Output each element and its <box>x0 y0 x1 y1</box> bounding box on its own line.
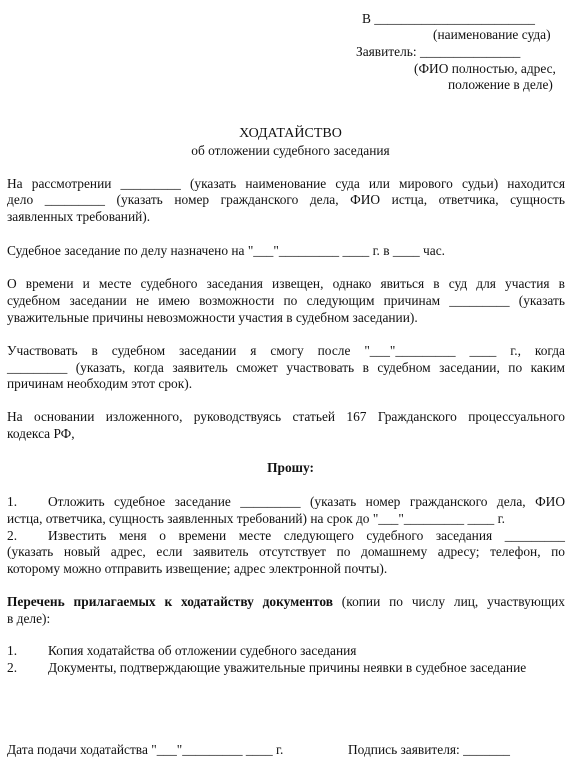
request-2-line-2: (указать новый адрес, если заявитель отсутствует по домашнему адресу; телефон, по <box>7 544 565 559</box>
court-caption: (наименование суда) <box>433 27 551 42</box>
paragraph-4-line-2: _________ (указать, когда заявитель сможет участвовать в судебном заседании, по каким <box>7 360 565 375</box>
document-title: ХОДАТАЙСТВО <box>239 126 342 141</box>
attachments-heading-bold: Перечень прилагаемых к ходатайству документов <box>7 594 333 609</box>
attachment-1-number: 1. <box>7 643 18 658</box>
paragraph-3-line-1: О времени и месте судебного заседания извещен, однако явиться в суд для участия в <box>7 276 565 291</box>
paragraph-5-line-1: На основании изложенного, руководствуясь статьей 167 Гражданского процессуального <box>7 409 565 424</box>
request-heading: Прошу: <box>267 460 314 475</box>
court-to-line: В ________________________ <box>362 11 535 26</box>
request-1-line-2: истца, ответчика, сущность заявленных требований) на срок до "___"_________ ____ г. <box>7 511 505 526</box>
paragraph-1-line-3: заявленных требований). <box>7 209 151 224</box>
request-2-line-1: Известить меня о времени месте следующего судебного заседания _________ <box>48 528 565 543</box>
attachment-2-text: Документы, подтверждающие уважительные причины неявки в судебное заседание <box>48 660 527 675</box>
paragraph-1-line-2: дело _________ (указать номер гражданского дела, ФИО истца, ответчика, сущность <box>7 192 565 207</box>
attachment-1-text: Копия ходатайства об отложении судебного заседания <box>48 643 357 658</box>
paragraph-2: Судебное заседание по делу назначено на "___"_________ ____ г. в ____ час. <box>7 243 446 258</box>
paragraph-3-line-3: уважительные причины невозможности участия в судебном заседании). <box>7 310 418 325</box>
submission-date-line: Дата подачи ходатайства "___"_________ ____ г. <box>7 742 284 757</box>
attachments-heading-line-2: в деле): <box>7 611 51 626</box>
paragraph-5-line-2: кодекса РФ, <box>7 426 75 441</box>
request-2-line-3: которому можно отправить извещение; адрес электронной почты). <box>7 561 388 576</box>
request-1-number: 1. <box>7 494 18 509</box>
applicant-signature-line: Подпись заявителя: _______ <box>348 742 510 757</box>
paragraph-3-line-2: судебном заседании не имею возможности по следующим причинам _________ (указать <box>7 293 565 308</box>
paragraph-1-line-1: На рассмотрении _________ (указать наименование суда или мирового судьи) находится <box>7 176 565 191</box>
request-1-line-1: Отложить судебное заседание _________ (указать номер гражданского дела, ФИО <box>48 494 565 509</box>
request-2-number: 2. <box>7 528 18 543</box>
attachments-heading-line-1 <box>7 594 565 611</box>
attachment-2-number: 2. <box>7 660 18 675</box>
attachments-heading-rest: (копии по числу лиц, участвующих <box>332 594 565 609</box>
document-subtitle: об отложении судебного заседания <box>191 143 390 158</box>
fio-caption-line-2: положение в деле) <box>448 77 553 92</box>
paragraph-4-line-3: причинам необходим этот срок). <box>7 376 193 391</box>
fio-caption-line-1: (ФИО полностью, адрес, <box>414 61 556 76</box>
applicant-line: Заявитель: _______________ <box>356 44 521 59</box>
paragraph-4-line-1: Участвовать в судебном заседании я смогу после "___"_________ ____ г., когда <box>7 343 565 358</box>
